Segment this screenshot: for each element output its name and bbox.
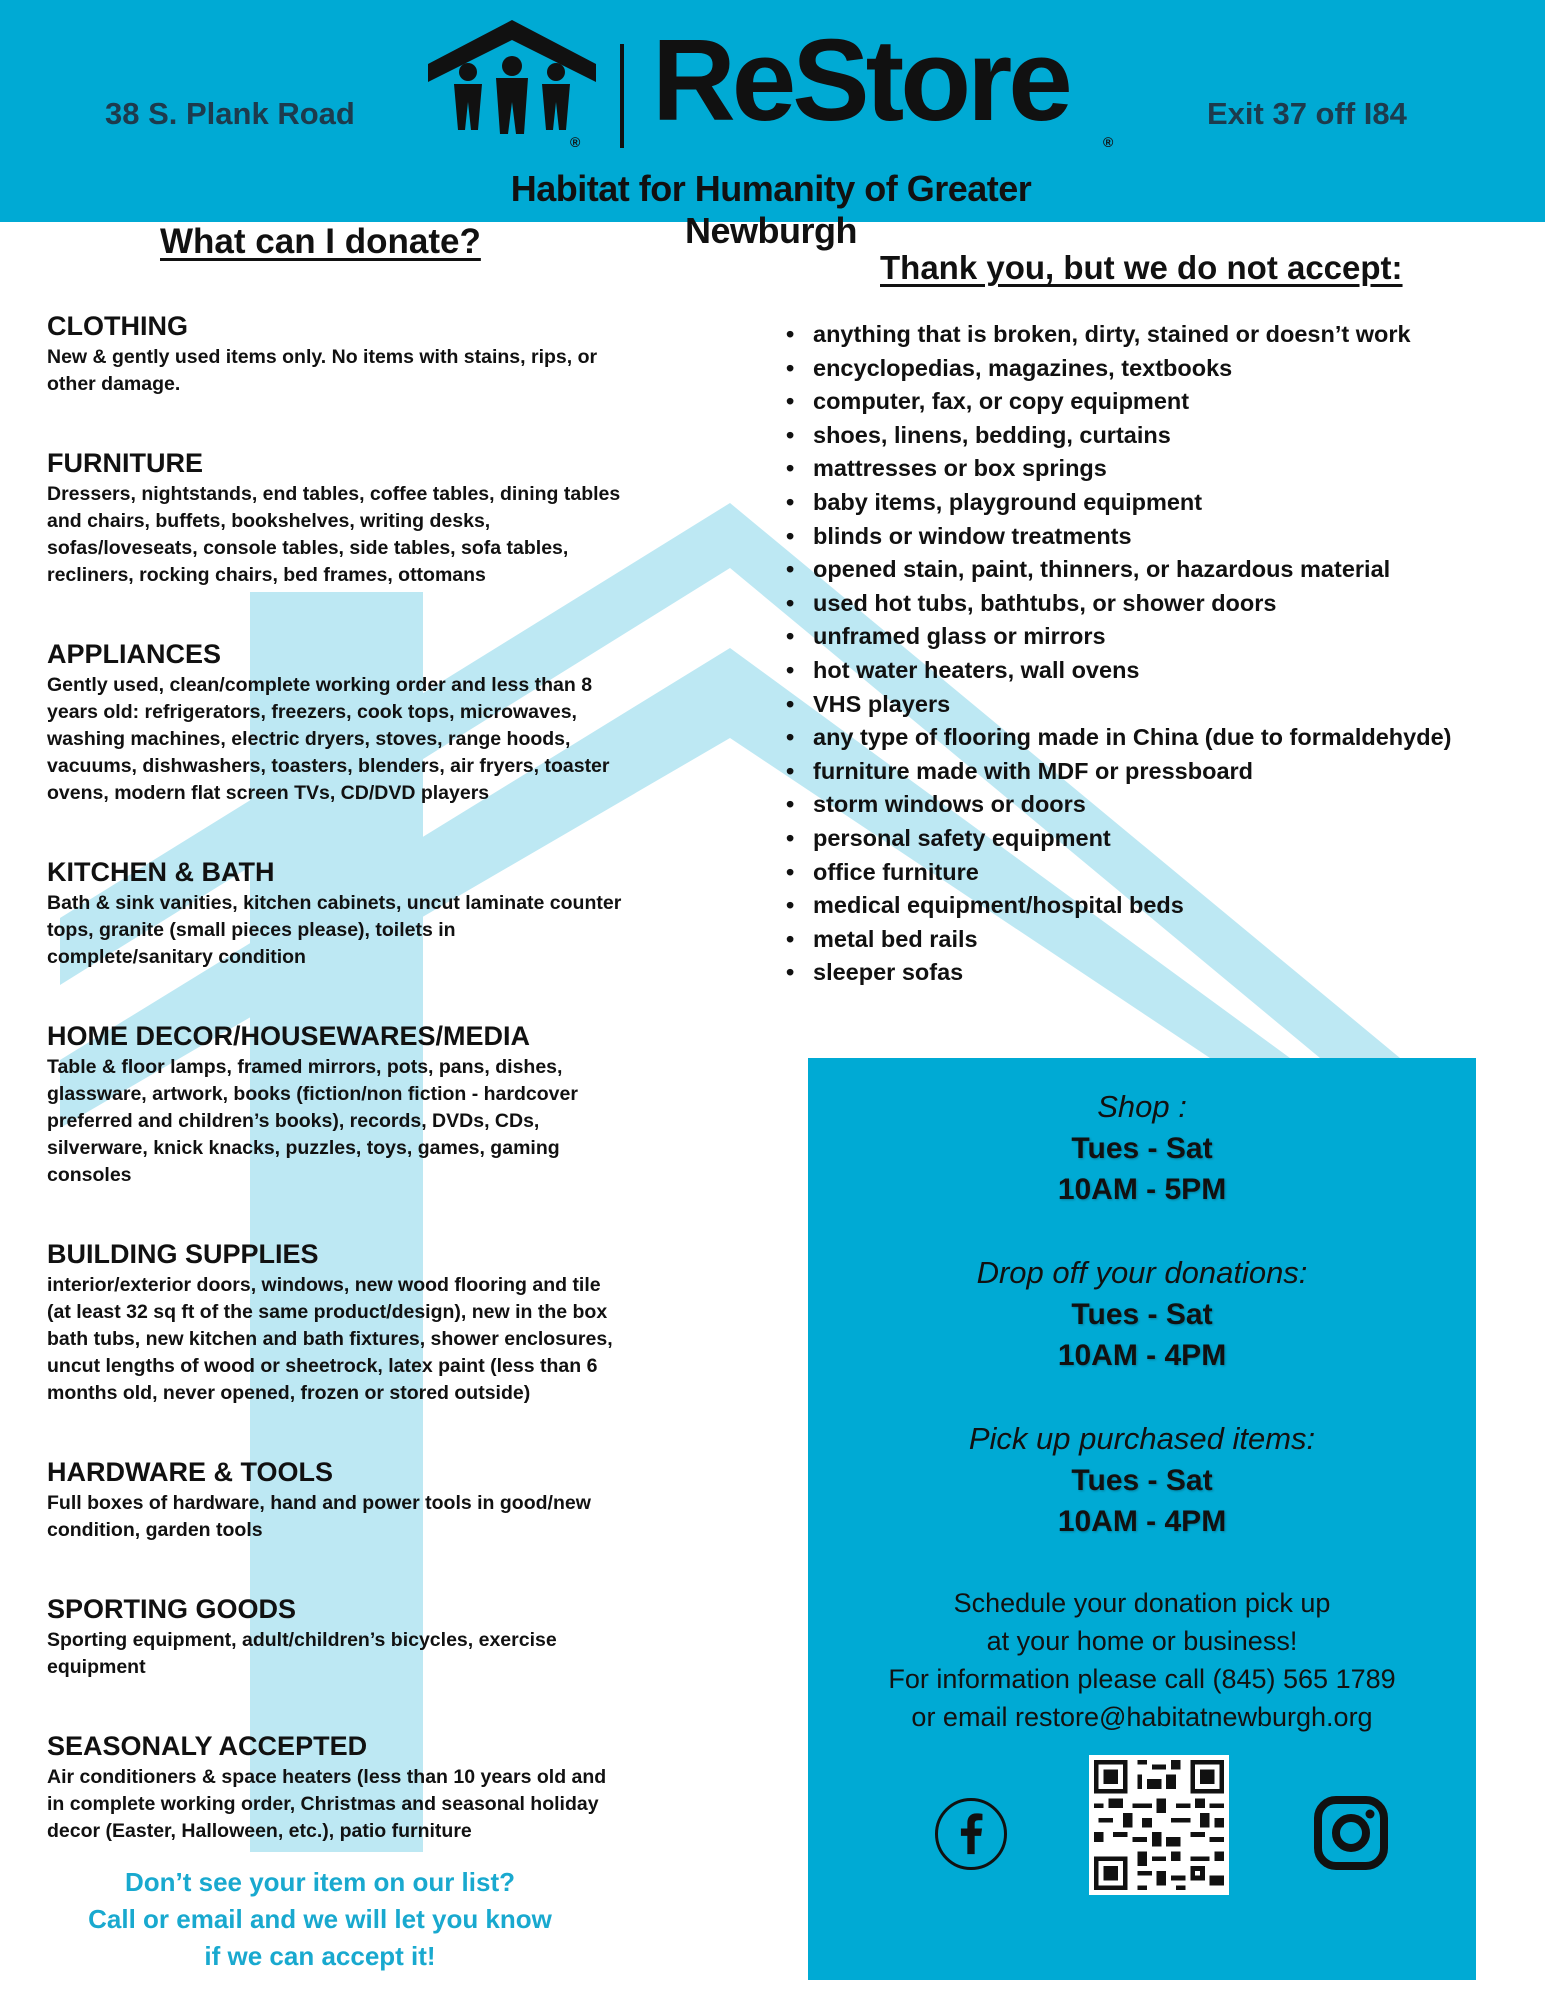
email-contact[interactable]: or email restore@habitatnewburgh.org	[911, 1702, 1373, 1732]
category-description: Air conditioners & space heaters (less than 10 years old and in complete working order, Christmas and seasonal holiday decor (Easter, Halloween, etc.), patio furniture	[47, 1766, 607, 1842]
list-item: • furniture made with MDF or pressboard	[786, 755, 1451, 789]
list-item: • opened stain, paint, thinners, or hazardous material	[786, 553, 1451, 587]
list-item: • metal bed rails	[786, 923, 1451, 957]
list-item: • blinds or window treatments	[786, 520, 1451, 554]
list-item: • mattresses or box springs	[786, 452, 1451, 486]
list-item: • shoes, linens, bedding, curtains	[786, 419, 1451, 453]
list-item: • computer, fax, or copy equipment	[786, 385, 1451, 419]
hours-days: Tues - Sat	[1071, 1464, 1213, 1497]
list-item: • anything that is broken, dirty, stained or doesn’t work	[786, 318, 1451, 352]
list-item: • personal safety equipment	[786, 822, 1451, 856]
category-sporting-goods	[47, 1591, 622, 1681]
contact-prompt-line: Don’t see your item on our list?	[124, 1867, 516, 1897]
list-item: • VHS players	[786, 688, 1451, 722]
hours-label: Shop :	[1097, 1089, 1187, 1124]
category-description: Bath & sink vanities, kitchen cabinets, uncut laminate counter tops, granite (small pieces please), toilets in complete/sanitary condition	[47, 892, 622, 968]
list-item: • office furniture	[786, 856, 1451, 890]
registered-mark: ®	[570, 134, 581, 150]
donation-categories	[47, 308, 622, 1892]
category-home-decor	[47, 1018, 622, 1189]
category-furniture	[47, 445, 622, 589]
hours-time: 10AM - 4PM	[1057, 1339, 1227, 1372]
list-item: • used hot tubs, bathtubs, or shower doors	[786, 587, 1451, 621]
list-item: • any type of flooring made in China (due to formaldehyde)	[786, 721, 1451, 755]
logo-divider	[620, 44, 624, 148]
phone-contact: For information please call (845) 565 1789	[888, 1664, 1396, 1694]
category-description: New & gently used items only. No items with stains, rips, or other damage.	[47, 346, 598, 395]
category-description: Gently used, clean/complete working order and less than 8 years old: refrigerators, freezers, cook tops, microwaves, washing machines, electric dryers, stoves, range hoods, vacuums, dishwashers, toasters, blenders, air fryers, toaster ovens, modern flat screen TVs, CD/DVD players	[47, 674, 610, 804]
hours-time: 10AM - 5PM	[1057, 1173, 1227, 1206]
category-hardware-tools	[47, 1454, 622, 1544]
highway-exit: Exit 37 off I84	[1207, 96, 1407, 131]
hours-time: 10AM - 4PM	[1057, 1505, 1227, 1538]
hours-label: Drop off your donations:	[976, 1255, 1308, 1290]
list-item: • sleeper sofas	[786, 956, 1451, 990]
category-seasonal	[47, 1728, 622, 1845]
category-heading: CLOTHING	[47, 311, 188, 341]
category-description: interior/exterior doors, windows, new wood flooring and tile (at least 32 sq ft of the same product/design), new in the box bath tubs, new kitchen and bath fixtures, shower enclosures, uncut lengths of wood or sheetrock, latex paint (less than 6 months old, never opened, frozen or stored outside)	[47, 1274, 613, 1404]
habitat-logo-icon	[428, 20, 596, 148]
category-kitchen-bath	[47, 854, 622, 971]
hours-days: Tues - Sat	[1071, 1132, 1213, 1165]
contact-prompt	[40, 1864, 600, 1975]
list-item: • unframed glass or mirrors	[786, 620, 1451, 654]
contact-prompt-line: Call or email and we will let you know	[88, 1904, 552, 1934]
schedule-pickup-line: at your home or business!	[986, 1626, 1298, 1656]
category-description: Sporting equipment, adult/children’s bicycles, exercise equipment	[47, 1629, 557, 1678]
not-accepted-list	[786, 318, 1451, 990]
category-heading: SEASONALY ACCEPTED	[47, 1731, 368, 1761]
category-appliances	[47, 636, 622, 807]
list-item: • hot water heaters, wall ovens	[786, 654, 1451, 688]
category-description: Table & floor lamps, framed mirrors, pots, pans, dishes, glassware, artwork, books (fiction/non fiction - hardcover preferred and children’s books), records, DVDs, CDs, silverware, knick knacks, puzzles, toys, games, gaming consoles	[47, 1056, 578, 1186]
facebook-icon[interactable]	[935, 1798, 1007, 1870]
category-heading: APPLIANCES	[47, 639, 222, 669]
list-item: • encyclopedias, magazines, textbooks	[786, 352, 1451, 386]
store-address: 38 S. Plank Road	[105, 96, 355, 131]
category-heading: SPORTING GOODS	[47, 1594, 297, 1624]
category-building-supplies	[47, 1236, 622, 1407]
list-item: • medical equipment/hospital beds	[786, 889, 1451, 923]
category-heading: BUILDING SUPPLIES	[47, 1239, 319, 1269]
qr-code-icon[interactable]	[1089, 1755, 1229, 1895]
category-heading: FURNITURE	[47, 448, 203, 478]
dropoff-hours	[808, 1252, 1476, 1376]
schedule-pickup-line: Schedule your donation pick up	[953, 1588, 1331, 1618]
category-heading: KITCHEN & BATH	[47, 857, 275, 887]
category-description: Dressers, nightstands, end tables, coffee tables, dining tables and chairs, buffets, bookshelves, writing desks, sofas/loveseats, console tables, side tables, sofa tables, recliners, rocking chairs, bed frames, ottomans	[47, 483, 621, 586]
donate-title: What can I donate?	[160, 222, 481, 261]
category-description: Full boxes of hardware, hand and power tools in good/new condition, garden tools	[47, 1492, 591, 1541]
hours-days: Tues - Sat	[1071, 1298, 1213, 1331]
hours-panel	[808, 1058, 1476, 1980]
category-heading: HOME DECOR/HOUSEWARES/MEDIA	[47, 1021, 531, 1051]
registered-mark: ®	[1103, 134, 1114, 150]
category-clothing	[47, 308, 622, 398]
pickup-hours	[808, 1418, 1476, 1542]
restore-logo-text: ReStore	[652, 15, 1069, 145]
list-item: • storm windows or doors	[786, 788, 1451, 822]
instagram-icon[interactable]	[1313, 1795, 1389, 1871]
not-accepted-title: Thank you, but we do not accept:	[880, 249, 1403, 286]
list-item: • baby items, playground equipment	[786, 486, 1451, 520]
category-heading: HARDWARE & TOOLS	[47, 1457, 334, 1487]
hours-label: Pick up purchased items:	[968, 1421, 1316, 1456]
shop-hours	[808, 1086, 1476, 1210]
contact-prompt-line: if we can accept it!	[204, 1941, 436, 1971]
logo-tagline: Habitat for Humanity of Greater Newburgh	[510, 168, 1032, 251]
